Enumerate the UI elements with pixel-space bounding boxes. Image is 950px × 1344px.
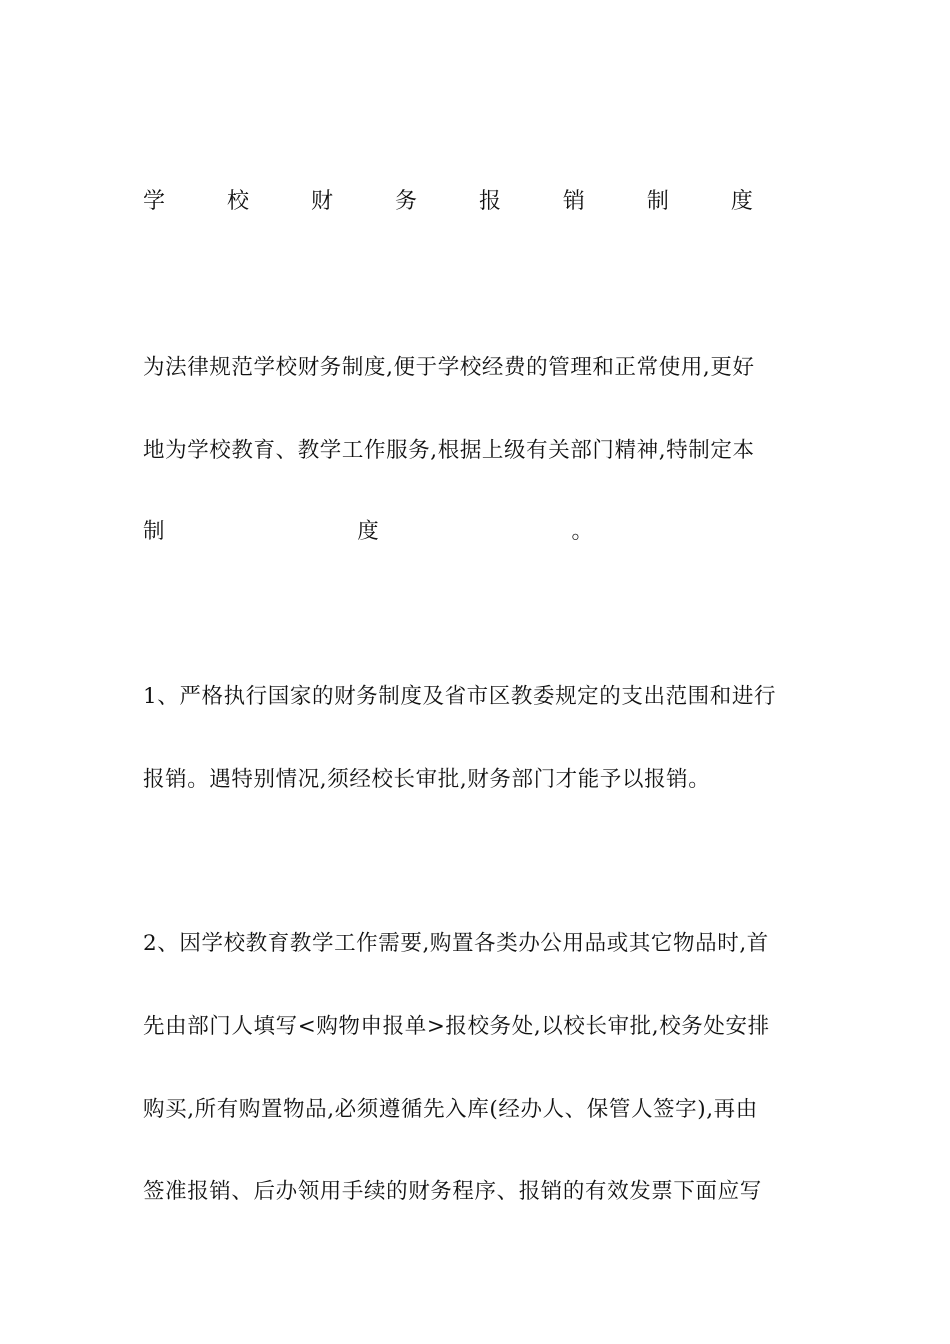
intro-line-3-char: 制 bbox=[143, 519, 165, 544]
intro-line-2: 地为学校教育、教学工作服务,根据上级有关部门精神,特制定本 bbox=[143, 438, 755, 463]
title-char: 务 bbox=[394, 189, 417, 214]
intro-line-3 bbox=[143, 516, 593, 548]
intro-line-3-char: 度 bbox=[357, 519, 379, 544]
item2-line-4: 签准报销、后办领用手续的财务程序、报销的有效发票下面应写 bbox=[143, 1179, 762, 1204]
item1-line-2: 报销。遇特别情况,须经校长审批,财务部门才能予以报销。 bbox=[143, 767, 711, 792]
title-char: 财 bbox=[310, 189, 333, 214]
title-char: 制 bbox=[646, 189, 669, 214]
document-title bbox=[143, 186, 753, 218]
item2-line-1: 2、因学校教育教学工作需要,购置各类办公用品或其它物品时,首 bbox=[143, 931, 769, 956]
title-char: 销 bbox=[562, 189, 585, 214]
title-char: 校 bbox=[226, 189, 249, 214]
intro-line-3-char: 。 bbox=[571, 519, 593, 544]
item2-line-2: 先由部门人填写<购物申报单>报校务处,以校长审批,校务处安排 bbox=[143, 1014, 770, 1039]
item1-line-1: 1、严格执行国家的财务制度及省市区教委规定的支出范围和进行 bbox=[143, 684, 777, 709]
item2-line-3: 购买,所有购置物品,必须遵循先入库(经办人、保管人签字),再由 bbox=[143, 1097, 758, 1122]
title-char: 度 bbox=[730, 189, 753, 214]
title-char: 报 bbox=[478, 189, 501, 214]
intro-line-1: 为法律规范学校财务制度,便于学校经费的管理和正常使用,更好 bbox=[143, 355, 755, 380]
title-char: 学 bbox=[143, 189, 166, 214]
